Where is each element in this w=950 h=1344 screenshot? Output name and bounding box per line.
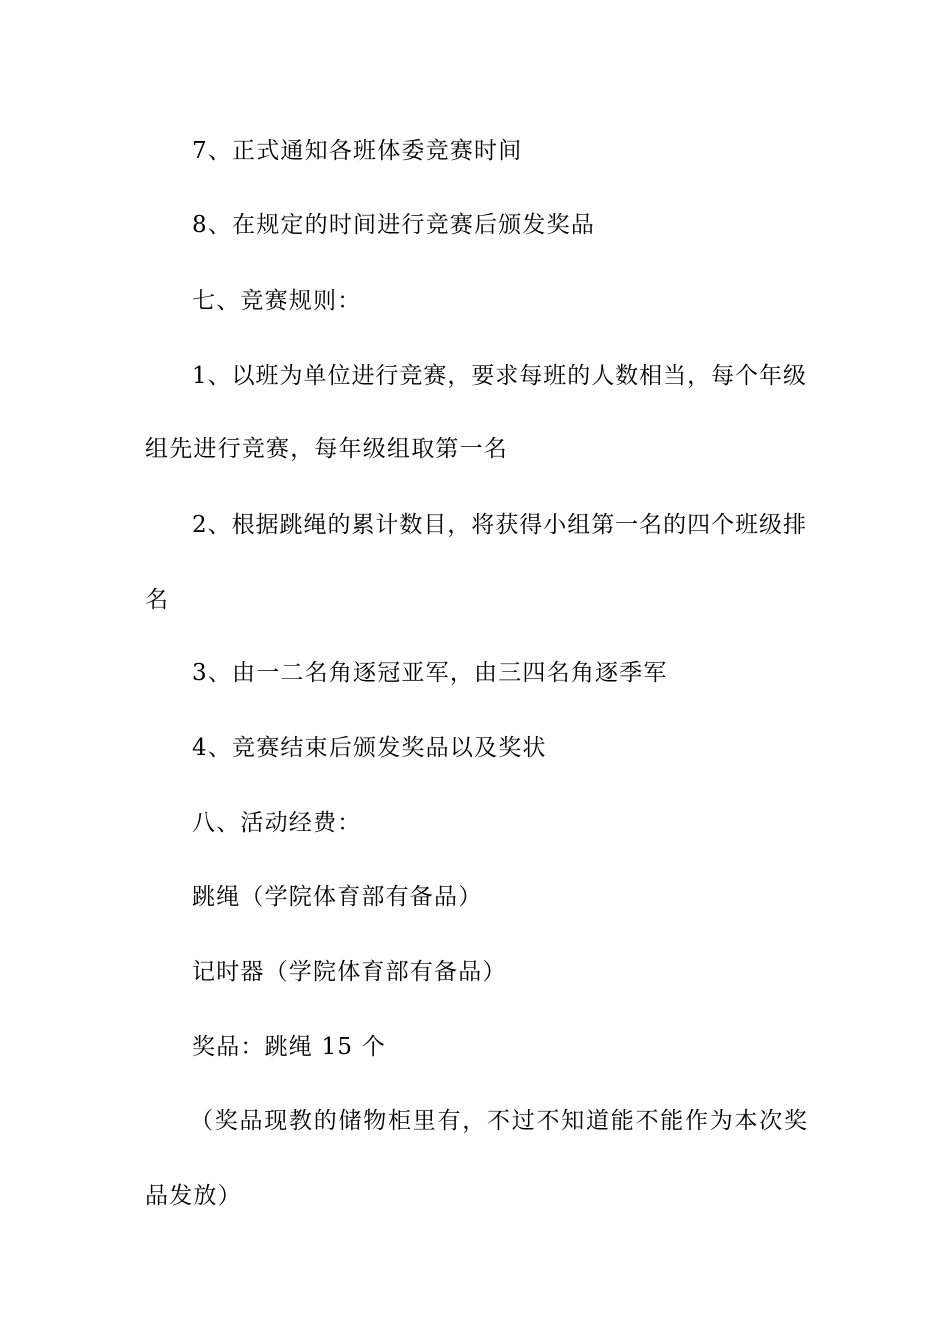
rule-1-line-2: 组先进行竞赛，每年级组取第一名 — [145, 436, 508, 462]
rule-2-line-1: 2、根据跳绳的累计数目，将获得小组第一名的四个班级排 — [192, 512, 806, 538]
list-item-7: 7、正式通知各班体委竞赛时间 — [192, 138, 523, 164]
section-heading-rules: 七、竞赛规则： — [192, 288, 362, 314]
list-item-8: 8、在规定的时间进行竞赛后颁发奖品 — [192, 212, 596, 238]
budget-item-jump-rope: 跳绳（学院体育部有备品） — [192, 884, 483, 910]
section-heading-budget: 八、活动经费： — [192, 810, 362, 836]
rule-4: 4、竞赛结束后颁发奖品以及奖状 — [192, 735, 547, 761]
rule-3: 3、由一二名角逐冠亚军，由三四名角逐季军 — [192, 660, 668, 686]
prize-note-line-2: 品发放） — [145, 1183, 242, 1209]
rule-1-line-1: 1、以班为单位进行竞赛，要求每班的人数相当，每个年级 — [192, 363, 806, 389]
budget-item-timer: 记时器（学院体育部有备品） — [192, 959, 507, 985]
prize-note-line-1: （奖品现教的储物柜里有，不过不知道能不能作为本次奖 — [190, 1108, 807, 1134]
budget-item-prizes: 奖品：跳绳 15 个 — [192, 1034, 386, 1060]
rule-2-line-2: 名 — [145, 587, 170, 613]
